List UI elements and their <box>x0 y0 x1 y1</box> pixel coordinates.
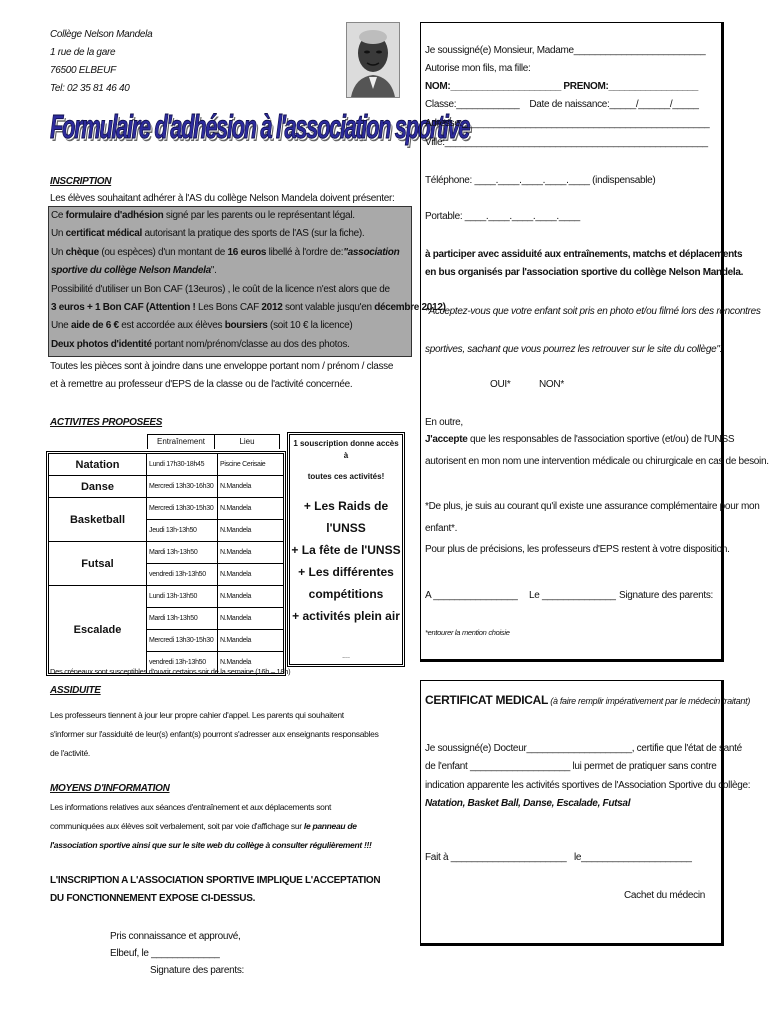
sign-date-field[interactable]: Le ______________ <box>529 590 616 601</box>
activity-slot <box>147 564 283 585</box>
activity-name: Escalade <box>49 586 147 673</box>
activity-slot <box>147 476 283 497</box>
certificate-text: indication apparente les activités sportives de l'Association Sportive du collège: <box>425 780 751 791</box>
activity-slot <box>147 520 283 541</box>
medical-consent-line-2: autorisent en mon nom une intervention médicale ou chirurgicale en cas de besoin. <box>425 456 769 467</box>
requirement-certificate: Un certificat médical autorisant la pratique des sports de l'AS (sur la fiche). <box>51 228 365 240</box>
activity-row-danse <box>49 476 283 498</box>
caf-info: Possibilité d'utiliser un Bon CAF (13euros) , le coût de la licence n'est alors que de <box>51 283 390 295</box>
authorization-box <box>420 22 769 662</box>
slot-place: N.Mandela <box>220 593 252 600</box>
class-birth-fields <box>425 99 699 110</box>
benefits-line-2: toutes ces activités! <box>307 472 385 481</box>
inscription-intro: Les élèves souhaitant adhérer à l'AS du collège Nelson Mandela doivent présenter: <box>50 193 395 204</box>
slot-place: N.Mandela <box>220 527 252 534</box>
activity-slot <box>147 498 283 520</box>
choice-footnote: *entourer la mention choisie <box>425 628 510 637</box>
photo-consent-line-1: *Acceptez-vous que votre enfant soit pris en photo et/ou filmé lors des rencontres <box>425 306 761 317</box>
oui-option[interactable]: OUI* <box>490 379 511 390</box>
requirement-cheque-cont: sportive du collège Nelson Mandela". <box>51 265 217 277</box>
sign-place-field[interactable]: A ________________ <box>425 590 518 601</box>
activity-row-futsal <box>49 542 283 586</box>
insurance-line-2: enfant*. <box>425 523 458 534</box>
moyens-heading: MOYENS D'INFORMATION <box>50 783 170 794</box>
requirement-photos: Deux photos d'identité portant nom/prénom/classe au dos des photos. <box>51 338 350 350</box>
benefits-list: + Les Raids de l'UNSS + La fête de l'UNSS + Les différentes compétitions + activités plein air <box>291 499 401 623</box>
slot-time: Mercredi 13h30-16h30 <box>147 476 218 497</box>
doctor-stamp-label: Cachet du médecin <box>624 890 706 901</box>
slot-time: Lundi 17h30-18h45 <box>147 454 218 475</box>
activities-benefits-box <box>287 432 405 667</box>
approval-block <box>110 928 244 979</box>
cert-place-field[interactable]: Fait à ______________________ <box>425 852 567 863</box>
slot-time: vendredi 13h-13h50 <box>147 564 218 585</box>
address-field[interactable]: Adresse:_______________________________________________ <box>425 118 710 129</box>
col-header-place: Lieu <box>214 434 280 449</box>
portrait-photo <box>346 22 400 98</box>
assiduite-text: Les professeurs tiennent à jour leur propre cahier d'appel. Les parents qui souhaitent s'informer sur l'assiduité de leur(s) enfant(s) pourront s'adresser aux enseignants responsables de l'activité. <box>50 710 379 758</box>
activity-slot <box>147 542 283 564</box>
participation-line-1: à participer avec assiduité aux entraînements, matchs et déplacements <box>425 249 743 260</box>
requirements-box <box>48 206 446 357</box>
slot-place: N.Mandela <box>220 549 252 556</box>
slot-time: vendredi 13h-13h50 <box>147 652 218 673</box>
prenom-field[interactable]: PRENOM:_________________ <box>560 81 698 92</box>
activity-slot <box>147 454 283 475</box>
mobile-field[interactable]: Portable: ____.____.____.____.____ <box>425 211 580 222</box>
certificate-title: CERTIFICAT MEDICAL (à faire remplir impérativement par le médecin traitant) <box>425 693 751 707</box>
caf-info-cont: 3 euros + 1 Bon CAF (Attention ! Les Bons CAF 2012 sont valable jusqu'en décembre 2012) <box>51 302 446 314</box>
slot-time: Lundi 13h-13h50 <box>147 586 218 607</box>
medical-certificate-box <box>420 680 751 946</box>
cert-date-field[interactable]: le_____________________ <box>574 852 692 863</box>
form-title: Formulaire d'adhésion à l'association sportive <box>50 108 470 146</box>
requirement-form: Ce formulaire d'adhésion signé par les parents ou le représentant légal. <box>51 210 355 221</box>
child-name-fields <box>425 81 698 92</box>
slot-time: Mercredi 13h30-15h30 <box>147 498 218 519</box>
slot-place: N.Mandela <box>220 505 252 512</box>
activity-slot <box>147 630 283 652</box>
requirement-cheque: Un chèque (ou espèces) d'un montant de 16 euros libellé à l'ordre de:"association <box>51 246 400 258</box>
child-field[interactable]: de l'enfant ___________________ lui permet de pratiquer sans contre <box>425 761 717 772</box>
phone-field[interactable]: Téléphone: ____.____.____.____.____ (indispensable) <box>425 175 656 186</box>
slot-place: N.Mandela <box>220 483 252 490</box>
submission-instructions: Toutes les pièces sont à joindre dans une enveloppe portant nom / prénom / classe et à remettre au professeur d'EPS de la classe ou de l'activité concernée. <box>50 361 394 390</box>
slot-place: N.Mandela <box>220 659 252 666</box>
activities-heading: ACTIVITES PROPOSEES <box>50 417 163 428</box>
photo-consent-line-2: sportives, sachant que vous pourrez les retrouver sur le site du collège": <box>425 344 723 355</box>
slot-time: Mardi 13h-13h50 <box>147 542 218 563</box>
inscription-heading: INSCRIPTION <box>50 176 112 187</box>
class-field[interactable]: Classe:____________ <box>425 99 520 110</box>
slot-place: N.Mandela <box>220 571 252 578</box>
participation-line-2: en bus organisés par l'association sportive du collège Nelson Mandela. <box>425 267 744 278</box>
school-name: Collège Nelson Mandela <box>50 29 153 40</box>
activity-slot <box>147 608 283 630</box>
col-header-training: Entraînement <box>147 434 215 449</box>
slot-time: Mardi 13h-13h50 <box>147 608 218 629</box>
moyens-text: Les informations relatives aux séances d'entraînement et aux déplacements sont communiquées aux élèves soit verbalement, soit par voie d'affichage sur le panneau de l'association sportive ainsi que sur le site web du collège à consulter régulièrement !!! <box>50 802 372 850</box>
assiduite-heading: ASSIDUITE <box>50 685 101 696</box>
insurance-line-3: Pour plus de précisions, les professeurs d'EPS restent à votre disposition. <box>425 544 730 555</box>
authorize-label: Autorise mon fils, ma fille: <box>425 63 531 74</box>
slot-place: Piscine Cerisaie <box>220 461 266 468</box>
medical-consent-line-1: J'accepte que les responsables de l'association sportive (et/ou) de l'UNSS <box>425 434 735 445</box>
activities-table <box>46 451 286 676</box>
approval-date-field[interactable]: Elbeuf, le _____________ <box>110 948 220 959</box>
activity-name: Basketball <box>49 498 147 541</box>
slot-time: Mercredi 13h30-15h30 <box>147 630 218 651</box>
benefits-ellipsis: .... <box>342 653 350 660</box>
activity-slot <box>147 586 283 608</box>
city-field[interactable]: Ville:__________________________________________________ <box>425 137 708 148</box>
approval-text: Pris connaissance et approuvé, <box>110 931 241 942</box>
birthdate-field[interactable]: Date de naissance:_____/______/_____ <box>529 99 699 110</box>
en-outre-label: En outre, <box>425 417 463 428</box>
activity-row-basketball <box>49 498 283 542</box>
slot-place: N.Mandela <box>220 615 252 622</box>
scholarship-aid: Une aide de 6 € est accordée aux élèves boursiers (soit 10 € la licence) <box>51 320 353 332</box>
school-phone: Tel: 02 35 81 46 40 <box>50 83 130 94</box>
slot-time: Jeudi 13h-13h50 <box>147 520 218 541</box>
activity-name: Natation <box>49 454 147 475</box>
benefits-line-1: 1 souscription donne accès à <box>293 439 399 460</box>
school-city: 76500 ELBEUF <box>50 65 116 76</box>
non-option[interactable]: NON* <box>539 379 564 390</box>
activity-row-escalade <box>49 586 283 673</box>
slot-place: N.Mandela <box>220 637 252 644</box>
activity-name: Danse <box>49 476 147 497</box>
guardian-name-field[interactable]: Je soussigné(e) Monsieur, Madame_________________________ <box>425 45 706 56</box>
nom-field[interactable]: NOM:_____________________ <box>425 81 561 92</box>
school-address <box>50 26 152 98</box>
activity-row-natation <box>49 454 283 476</box>
schedule-note: Des créneaux sont susceptibles d'ouvrir certains soir de la semaine (16h – 18h) <box>50 667 291 676</box>
doctor-name-field[interactable]: Je soussigné(e) Docteur____________________, certifie que l'état de santé <box>425 743 742 754</box>
certificate-activities: Natation, Basket Ball, Danse, Escalade, Futsal <box>425 798 631 809</box>
activity-name: Futsal <box>49 542 147 585</box>
acceptation-notice: L'INSCRIPTION A L'ASSOCIATION SPORTIVE IMPLIQUE L'ACCEPTATION DU FONCTIONNEMENT EXPOSE CI-DESSUS. <box>50 875 381 904</box>
approval-signature-label: Signature des parents: <box>150 965 245 976</box>
school-street: 1 rue de la gare <box>50 47 116 58</box>
insurance-line-1: *De plus, je suis au courant qu'il existe une assurance complémentaire pour mon <box>425 501 760 512</box>
parent-signature-label: Signature des parents: <box>619 590 714 601</box>
